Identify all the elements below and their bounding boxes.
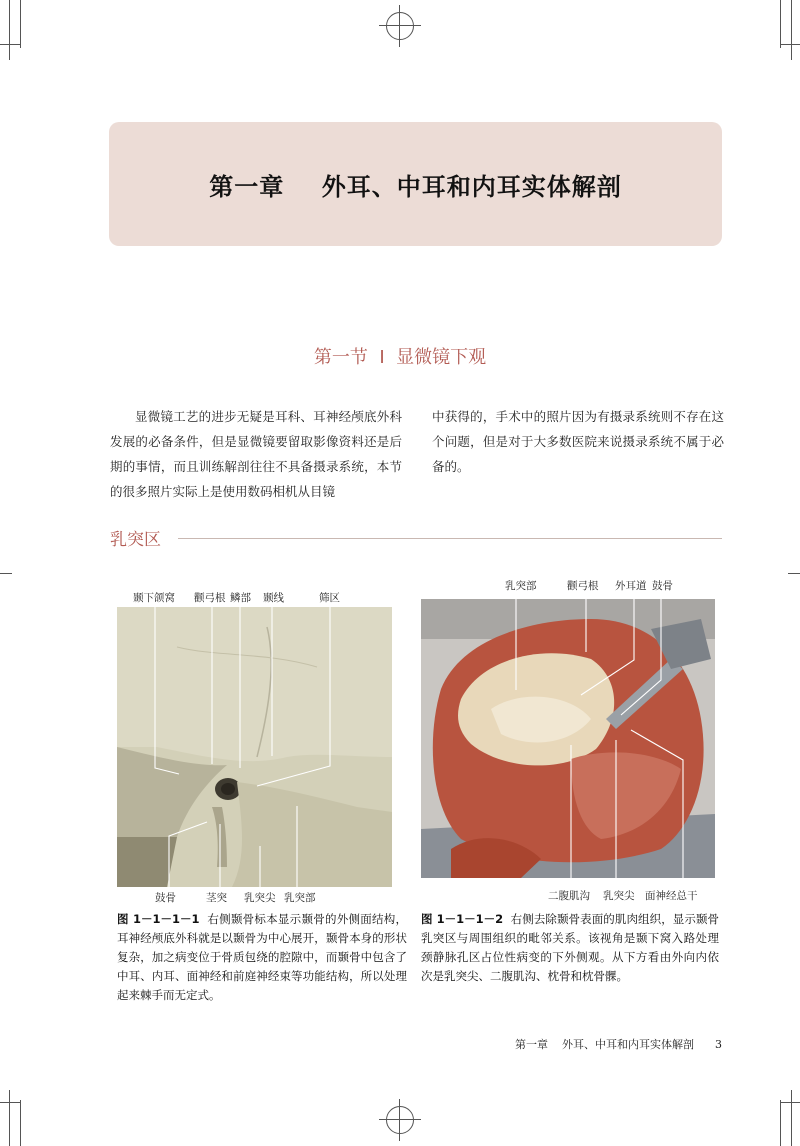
fig1-label-zygomatic-root: 颧弓根 <box>194 592 226 604</box>
running-head: 第一章 外耳、中耳和内耳实体解剖 <box>515 1038 695 1051</box>
figure1-leader-lines <box>117 596 407 896</box>
crop-mark <box>791 1090 792 1146</box>
chapter-banner <box>109 122 722 246</box>
registration-mark-top <box>386 12 414 40</box>
fig2-label-tympanic-bone: 鼓骨 <box>652 580 673 592</box>
crop-mark <box>788 573 800 574</box>
figure2-caption-text: 右侧去除颞骨表面的肌肉组织，显示颞骨乳突区与周围组织的毗邻关系。该视角是颞下窝入路处理颈静脉孔区占位性病变的下外侧观。从下方看由外向内依次是乳突尖、二腹肌沟、枕骨和枕骨髁。 <box>421 912 720 983</box>
fig1-label-squama: 鳞部 <box>230 592 251 604</box>
crop-mark <box>9 0 10 60</box>
figure2-caption-id: 图 1－1－1－2 <box>421 912 504 926</box>
figure2-caption <box>421 910 719 986</box>
fig2-label-mastoid-tip: 乳突尖 <box>603 890 635 902</box>
crop-mark <box>9 1090 10 1146</box>
crop-mark <box>780 0 781 48</box>
body-text-left: 显微镜工艺的进步无疑是耳科、耳神经颅底外科发展的必备条件，但是显微镜要留取影像资料还是后期的事情，而且训练解剖往往不具备摄录系统，本节的很多照片实际上是使用数码相机从目镜 <box>110 409 402 499</box>
fig2-label-zygomatic-root: 颧弓根 <box>567 580 599 592</box>
fig2-label-facial-nerve-trunk: 面神经总干 <box>645 890 698 902</box>
figure1-caption-text: 右侧颞骨标本显示颞骨的外侧面结构，耳神经颅底外科就是以颞骨为中心展开，颞骨本身的形状复杂，加之病变位于骨质包绕的腔隙中，而颞骨中包含了中耳、内耳、面神经和前庭神经束等功能结构，所以处理起来棘手而无定式。 <box>117 912 408 1002</box>
crop-mark <box>780 1100 781 1146</box>
body-text-right: 中获得的，手术中的照片因为有摄录系统则不存在这个问题，但是对于大多数医院来说摄录系统不属于必备的。 <box>432 409 724 474</box>
crop-mark <box>20 1100 21 1146</box>
fig1-label-mastoid-part: 乳突部 <box>284 892 316 904</box>
figure2-leader-lines <box>421 590 721 890</box>
section-title: 第一节 Ⅰ 显微镜下观 <box>313 347 487 368</box>
fig2-label-digastric-groove: 二腹肌沟 <box>548 890 590 902</box>
crop-mark <box>0 1102 20 1103</box>
page-footer <box>515 1036 722 1052</box>
figure1-caption <box>117 910 407 1005</box>
crop-mark <box>0 573 12 574</box>
fig2-label-mastoid-part: 乳突部 <box>505 580 537 592</box>
page-number: 3 <box>715 1038 722 1051</box>
fig1-label-sieve-area: 筛区 <box>319 592 340 604</box>
crop-mark <box>791 0 792 60</box>
fig1-label-temporomandibular-fossa: 颞下颌窝 <box>133 592 175 604</box>
region-divider <box>178 538 722 539</box>
crop-mark <box>780 44 800 45</box>
crop-mark <box>20 0 21 48</box>
fig1-label-tympanic-bone: 鼓骨 <box>155 892 176 904</box>
crop-mark <box>0 44 20 45</box>
crop-mark <box>780 1102 800 1103</box>
fig1-label-mastoid-tip: 乳突尖 <box>244 892 276 904</box>
region-title: 乳突区 <box>110 530 161 550</box>
chapter-title: 第一章 外耳、中耳和内耳实体解剖 <box>209 171 622 201</box>
fig1-label-styloid: 茎突 <box>206 892 227 904</box>
fig1-label-temporal-line: 颞线 <box>263 592 284 604</box>
fig2-label-external-auditory-canal: 外耳道 <box>615 580 647 592</box>
registration-mark-bottom <box>386 1106 414 1134</box>
figure1-caption-id: 图 1－1－1－1 <box>117 912 200 926</box>
